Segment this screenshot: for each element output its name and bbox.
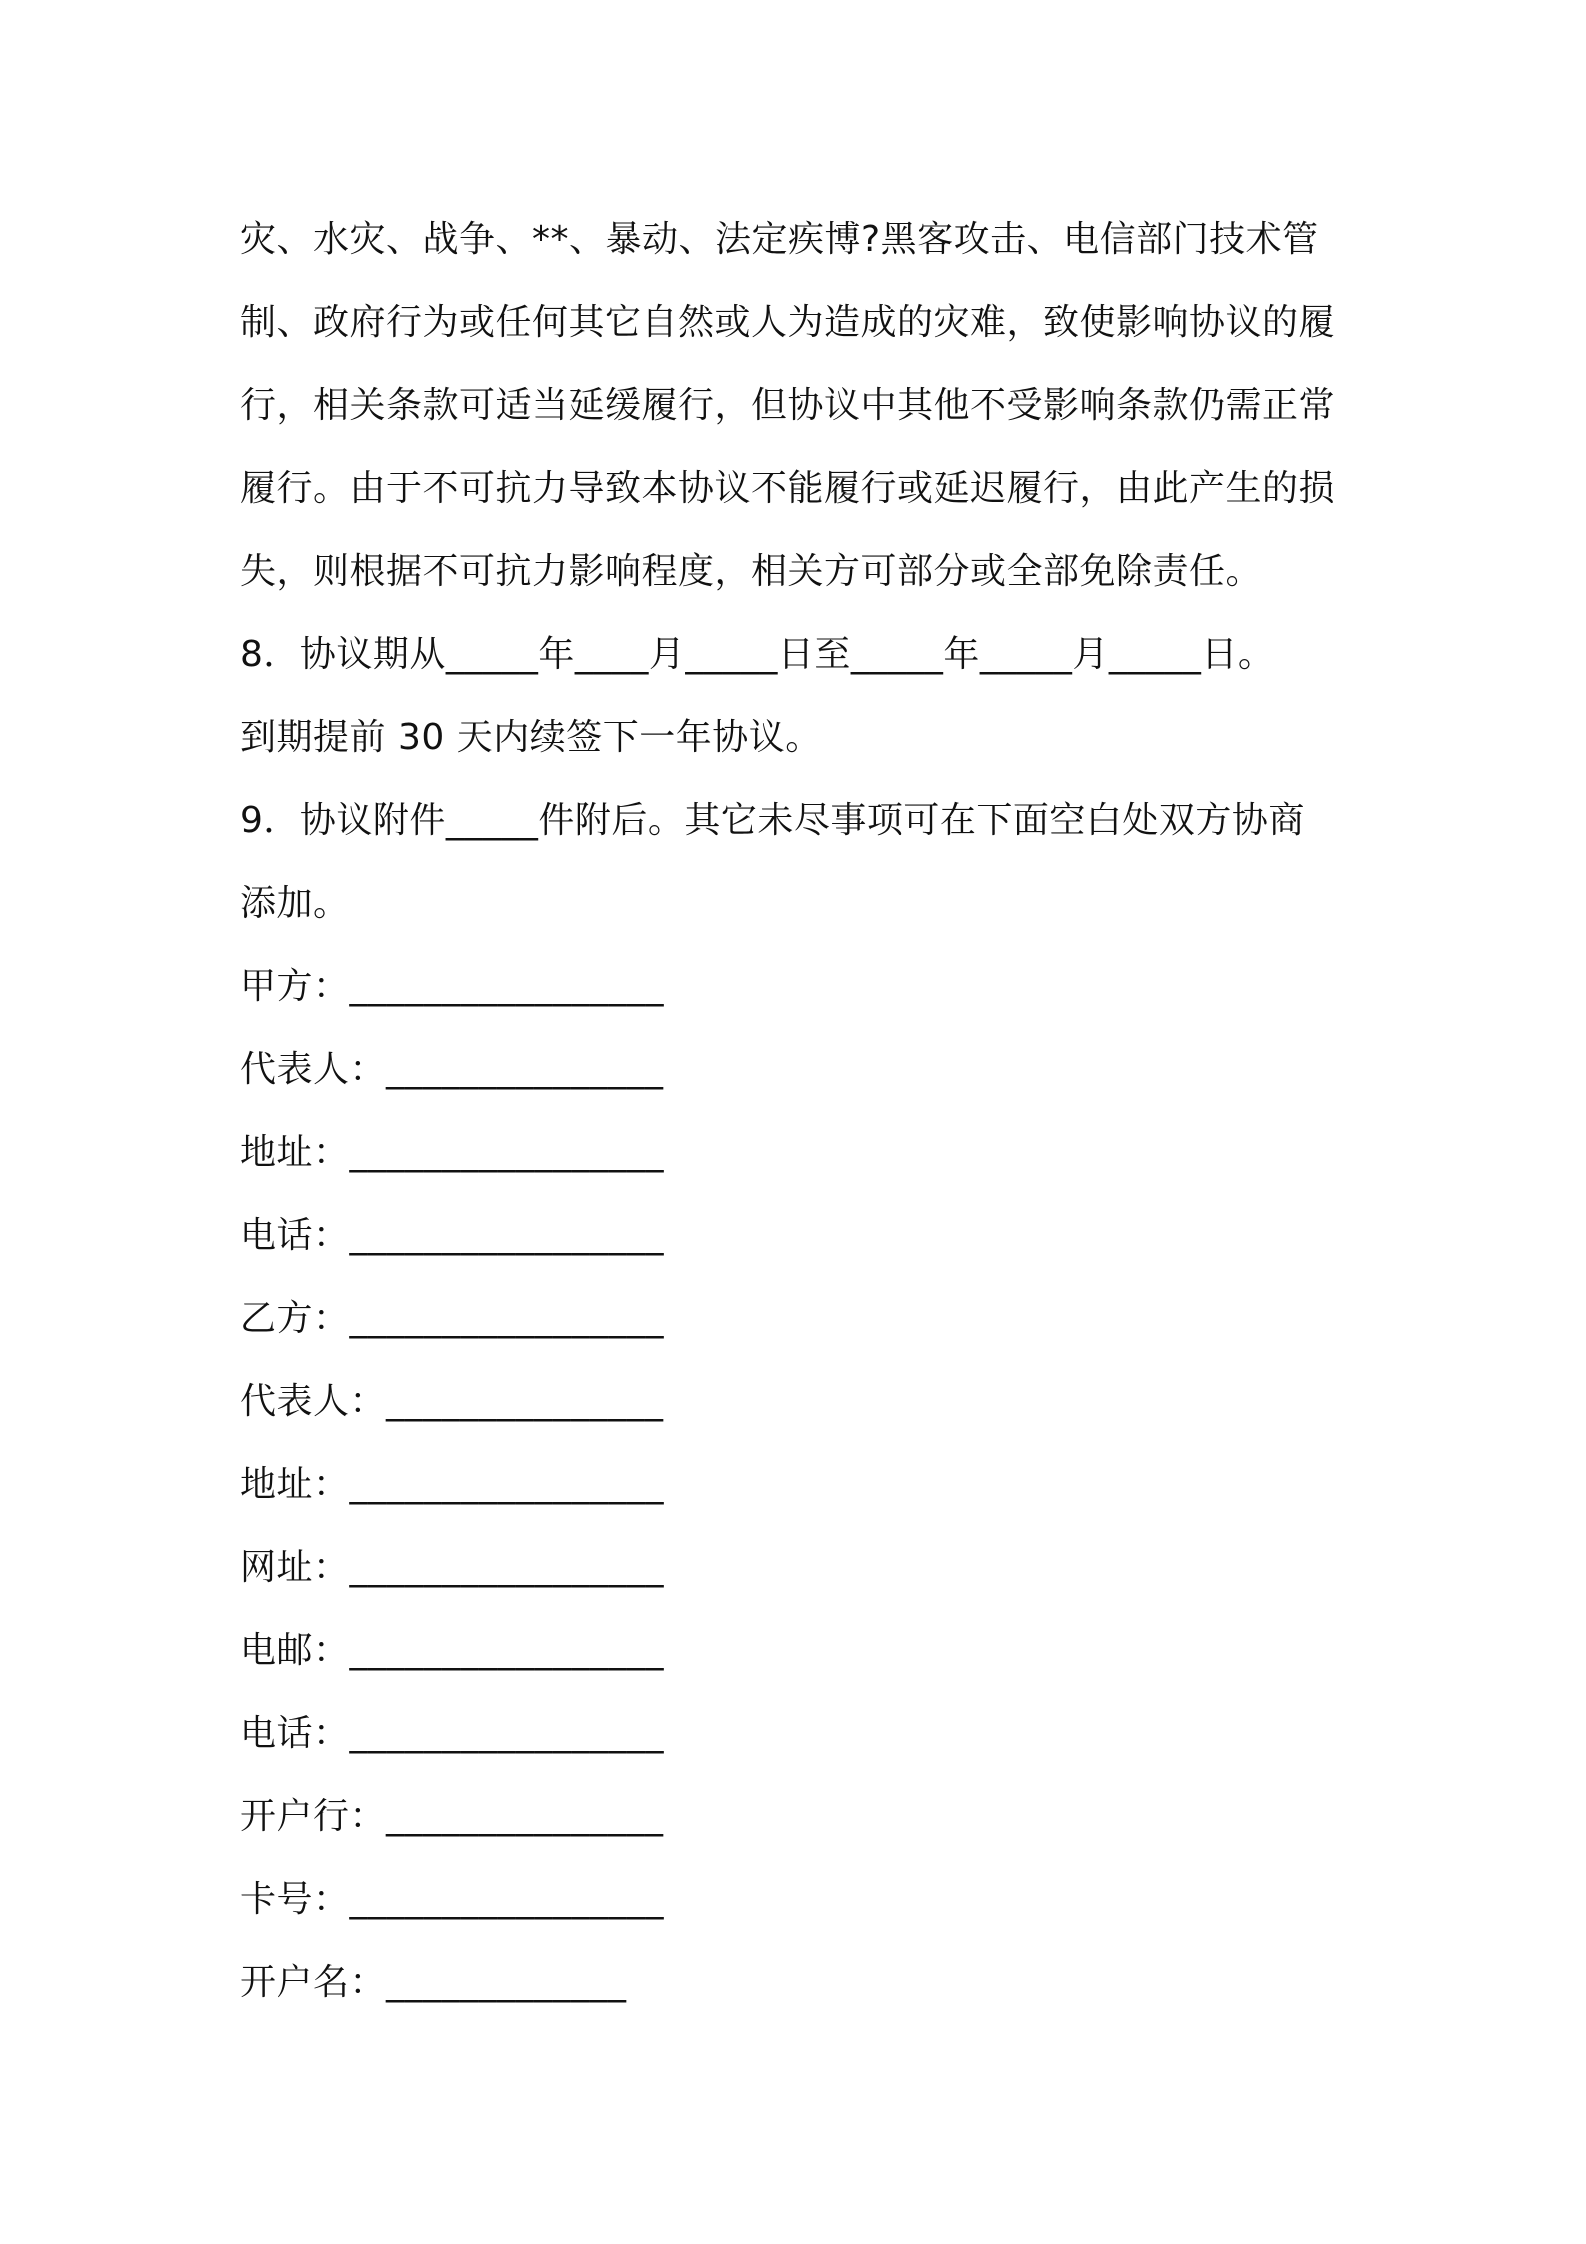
text-line: 履行。由于不可抗力导致本协议不能履行或延迟履行，由此产生的损 (240, 468, 1336, 509)
text-line: 失，则根据不可抗力影响程度，相关方可部分或全部免除责任。 (240, 551, 1263, 592)
party-b-website-field: 网址：_________________ (240, 1547, 665, 1588)
document-body (240, 198, 1360, 2024)
party-a-phone-field: 电话：_________________ (240, 1215, 665, 1256)
force-majeure-paragraph (240, 198, 1360, 613)
text-line: 灾、水灾、战争、**、暴动、法定疾博?黑客攻击、电信部门技术管 (240, 219, 1319, 260)
party-a-representative-field: 代表人：_______________ (240, 1049, 664, 1090)
text-line: 到期提前 30 天内续签下一年协议。 (240, 717, 822, 758)
party-b-card-number-field: 卡号：_________________ (240, 1879, 665, 1920)
party-a-address-field: 地址：_________________ (240, 1132, 665, 1173)
text-line: 制、政府行为或任何其它自然或人为造成的灾难，致使影响协议的履 (240, 302, 1336, 343)
party-a-name-field: 甲方：_________________ (240, 966, 665, 1007)
party-b-name-field: 乙方：_________________ (240, 1298, 665, 1339)
party-a-block (240, 945, 1360, 1277)
party-b-email-field: 电邮：_________________ (240, 1630, 665, 1671)
party-b-account-name-field: 开户名：_____________ (240, 1962, 627, 2003)
text-line: 行，相关条款可适当延缓履行，但协议中其他不受影响条款仍需正常 (240, 385, 1336, 426)
text-line: 9．协议附件_____件附后。其它未尽事项可在下面空白处双方协商 (240, 800, 1305, 841)
text-line: 添加。 (240, 883, 350, 924)
party-b-block (240, 1277, 1360, 2024)
party-b-bank-field: 开户行：_______________ (240, 1796, 664, 1837)
party-b-representative-field: 代表人：_______________ (240, 1381, 664, 1422)
text-line: 8．协议期从_____年____月_____日至_____年_____月_____日。 (240, 634, 1275, 675)
party-b-phone-field: 电话：_________________ (240, 1713, 665, 1754)
party-b-address-field: 地址：_________________ (240, 1464, 665, 1505)
clause-9-attachments (240, 779, 1360, 945)
clause-8-agreement-period (240, 613, 1360, 779)
